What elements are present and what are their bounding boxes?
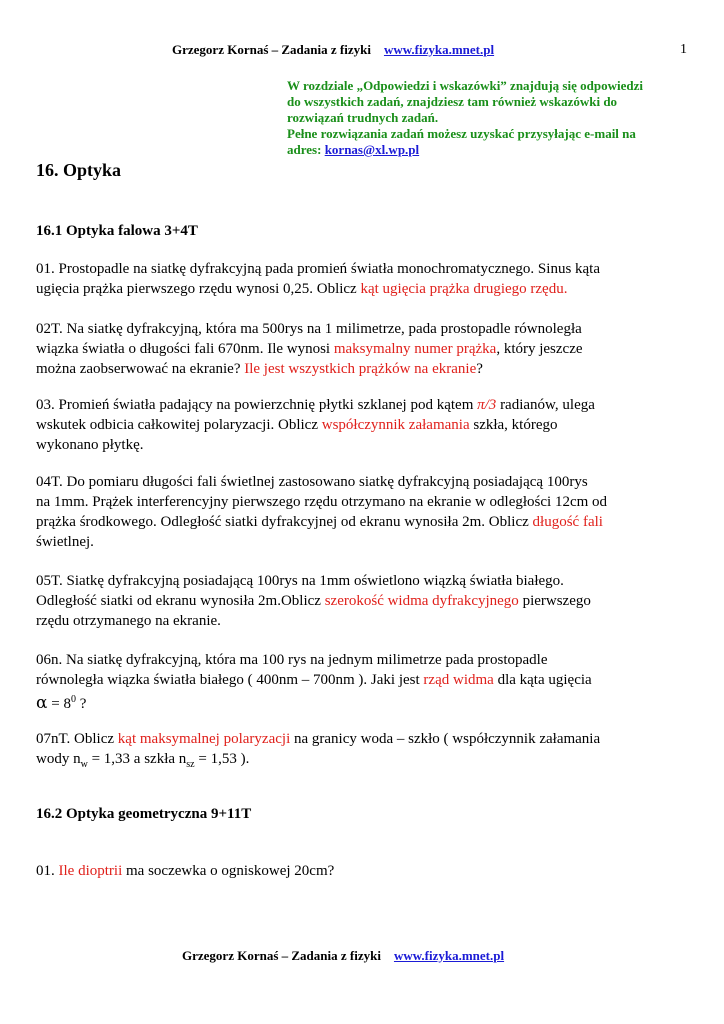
text-line: rzędu otrzymanego na ekranie. bbox=[36, 613, 221, 629]
text-line: równoległa wiązka światła białego ( 400nm – 700nm ). Jaki jest bbox=[36, 672, 424, 688]
alpha-symbol: α bbox=[36, 693, 48, 713]
degree-superscript: 0 bbox=[70, 694, 76, 705]
text-line: na 1mm. Prążek interferencyjny pierwszego rzędu otrzymano na ekranie w odległości 12cm od bbox=[36, 494, 608, 510]
text-line: radianów, ulega bbox=[496, 397, 595, 413]
problem-07nT bbox=[36, 729, 696, 775]
problem-01 bbox=[36, 259, 696, 299]
problem-02T bbox=[36, 319, 696, 379]
text-line: 05T. Siatkę dyfrakcyjną posiadającą 100rys na 1mm oświetlono wiązką światła białego. bbox=[36, 573, 564, 589]
footer-author-title: Grzegorz Kornaś – Zadania z fizyki bbox=[182, 948, 381, 963]
highlight-text: długość fali bbox=[532, 514, 603, 530]
subscript: w bbox=[80, 759, 88, 770]
highlight-text: Ile dioptrii bbox=[58, 863, 123, 879]
problem-04T bbox=[36, 472, 696, 552]
answers-notice bbox=[287, 78, 697, 158]
text-line: = 1,53 ). bbox=[194, 751, 250, 767]
text-line: ? bbox=[75, 696, 87, 712]
text-line: wskutek odbicia całkowitej polaryzacji. Oblicz bbox=[36, 417, 322, 433]
text-line: 01. Prostopadle na siatkę dyfrakcyjną pada promień światła monochromatycznego. Sinus kąta bbox=[36, 261, 601, 277]
text-line: = 8 bbox=[47, 696, 71, 712]
text-line: prążka środkowego. Odległość siatki dyfrakcyjnej od ekranu wynosiła 2m. Oblicz bbox=[36, 514, 533, 530]
text-line: wody n bbox=[36, 751, 81, 767]
text-line: ugięcia prążka pierwszego rzędu wynosi 0,25. Oblicz bbox=[36, 281, 361, 297]
notice-line: adres: bbox=[287, 142, 325, 157]
chapter-title: 16. Optyka bbox=[36, 160, 122, 180]
problem-05T bbox=[36, 571, 696, 631]
text-line: wiązka światła o długości fali 670nm. Ile wynosi bbox=[36, 341, 334, 357]
problem-geo-01 bbox=[36, 861, 696, 881]
highlight-text: kąt ugięcia prążka drugiego rzędu. bbox=[360, 281, 568, 297]
text-line: 06n. Na siatkę dyfrakcyjną, która ma 100 rys na jednym milimetrze pada prostopadle bbox=[36, 652, 548, 668]
problem-06n bbox=[36, 650, 696, 714]
section-title: 16.1 Optyka falowa 3+4T bbox=[36, 223, 198, 239]
email-link[interactable]: kornas@xl.wp.pl bbox=[324, 142, 420, 157]
text-line: świetlnej. bbox=[36, 534, 94, 550]
text-line: 03. Promień światła padający na powierzchnię płytki szklanej pod kątem bbox=[36, 397, 478, 413]
text-line: 07nT. Oblicz bbox=[36, 731, 118, 747]
text-line: 01. bbox=[36, 863, 59, 879]
notice-line: do wszystkich zadań, znajdziesz tam również wskazówki do bbox=[287, 94, 618, 109]
highlight-text: współczynnik załamania bbox=[321, 417, 470, 433]
text-line: można zaobserwować na ekranie? bbox=[36, 361, 245, 377]
text-line: ? bbox=[476, 361, 483, 377]
text-line: 04T. Do pomiaru długości fali świetlnej zastosowano siatkę dyfrakcyjną posiadającą 100rys bbox=[36, 474, 588, 490]
footer-website-link[interactable]: www.fizyka.mnet.pl bbox=[393, 948, 505, 963]
page-number: 1 bbox=[680, 42, 687, 57]
header-author-title: Grzegorz Kornaś – Zadania z fizyki bbox=[172, 42, 371, 57]
highlight-text: rząd widma bbox=[423, 672, 494, 688]
subscript: sz bbox=[186, 759, 195, 770]
page-header bbox=[172, 42, 494, 58]
text-line: 02T. Na siatkę dyfrakcyjną, która ma 500rys na 1 milimetrze, pada prostopadle równoległa bbox=[36, 321, 582, 337]
highlight-text: Ile jest wszystkich prążków na ekranie bbox=[244, 361, 477, 377]
text-line: dla kąta ugięcia bbox=[493, 672, 592, 688]
header-website-link[interactable]: www.fizyka.mnet.pl bbox=[383, 42, 495, 57]
text-line: pierwszego bbox=[518, 593, 591, 609]
page-footer bbox=[182, 948, 504, 964]
text-line: szkła, którego bbox=[469, 417, 558, 433]
problem-03 bbox=[36, 395, 696, 455]
highlight-text: kąt maksymalnej polaryzacji bbox=[117, 731, 291, 747]
highlight-text: π/3 bbox=[477, 397, 497, 413]
notice-line: Pełne rozwiązania zadań możesz uzyskać przysyłając e-mail na bbox=[287, 126, 636, 141]
text-line: na granicy woda – szkło ( współczynnik załamania bbox=[290, 731, 601, 747]
text-line: wykonano płytkę. bbox=[36, 437, 144, 453]
section-title: 16.2 Optyka geometryczna 9+11T bbox=[36, 806, 252, 822]
text-line: = 1,33 a szkła n bbox=[87, 751, 187, 767]
text-line: Odległość siatki od ekranu wynosiła 2m.Oblicz bbox=[36, 593, 325, 609]
text-line: ma soczewka o ogniskowej 20cm? bbox=[122, 863, 335, 879]
highlight-text: szerokość widma dyfrakcyjnego bbox=[324, 593, 519, 609]
notice-line: rozwiązań trudnych zadań. bbox=[287, 110, 439, 125]
text-line: , który jeszcze bbox=[496, 341, 583, 357]
highlight-text: maksymalny numer prążka bbox=[333, 341, 497, 357]
notice-line: W rozdziale „Odpowiedzi i wskazówki” znajdują się odpowiedzi bbox=[287, 78, 643, 93]
